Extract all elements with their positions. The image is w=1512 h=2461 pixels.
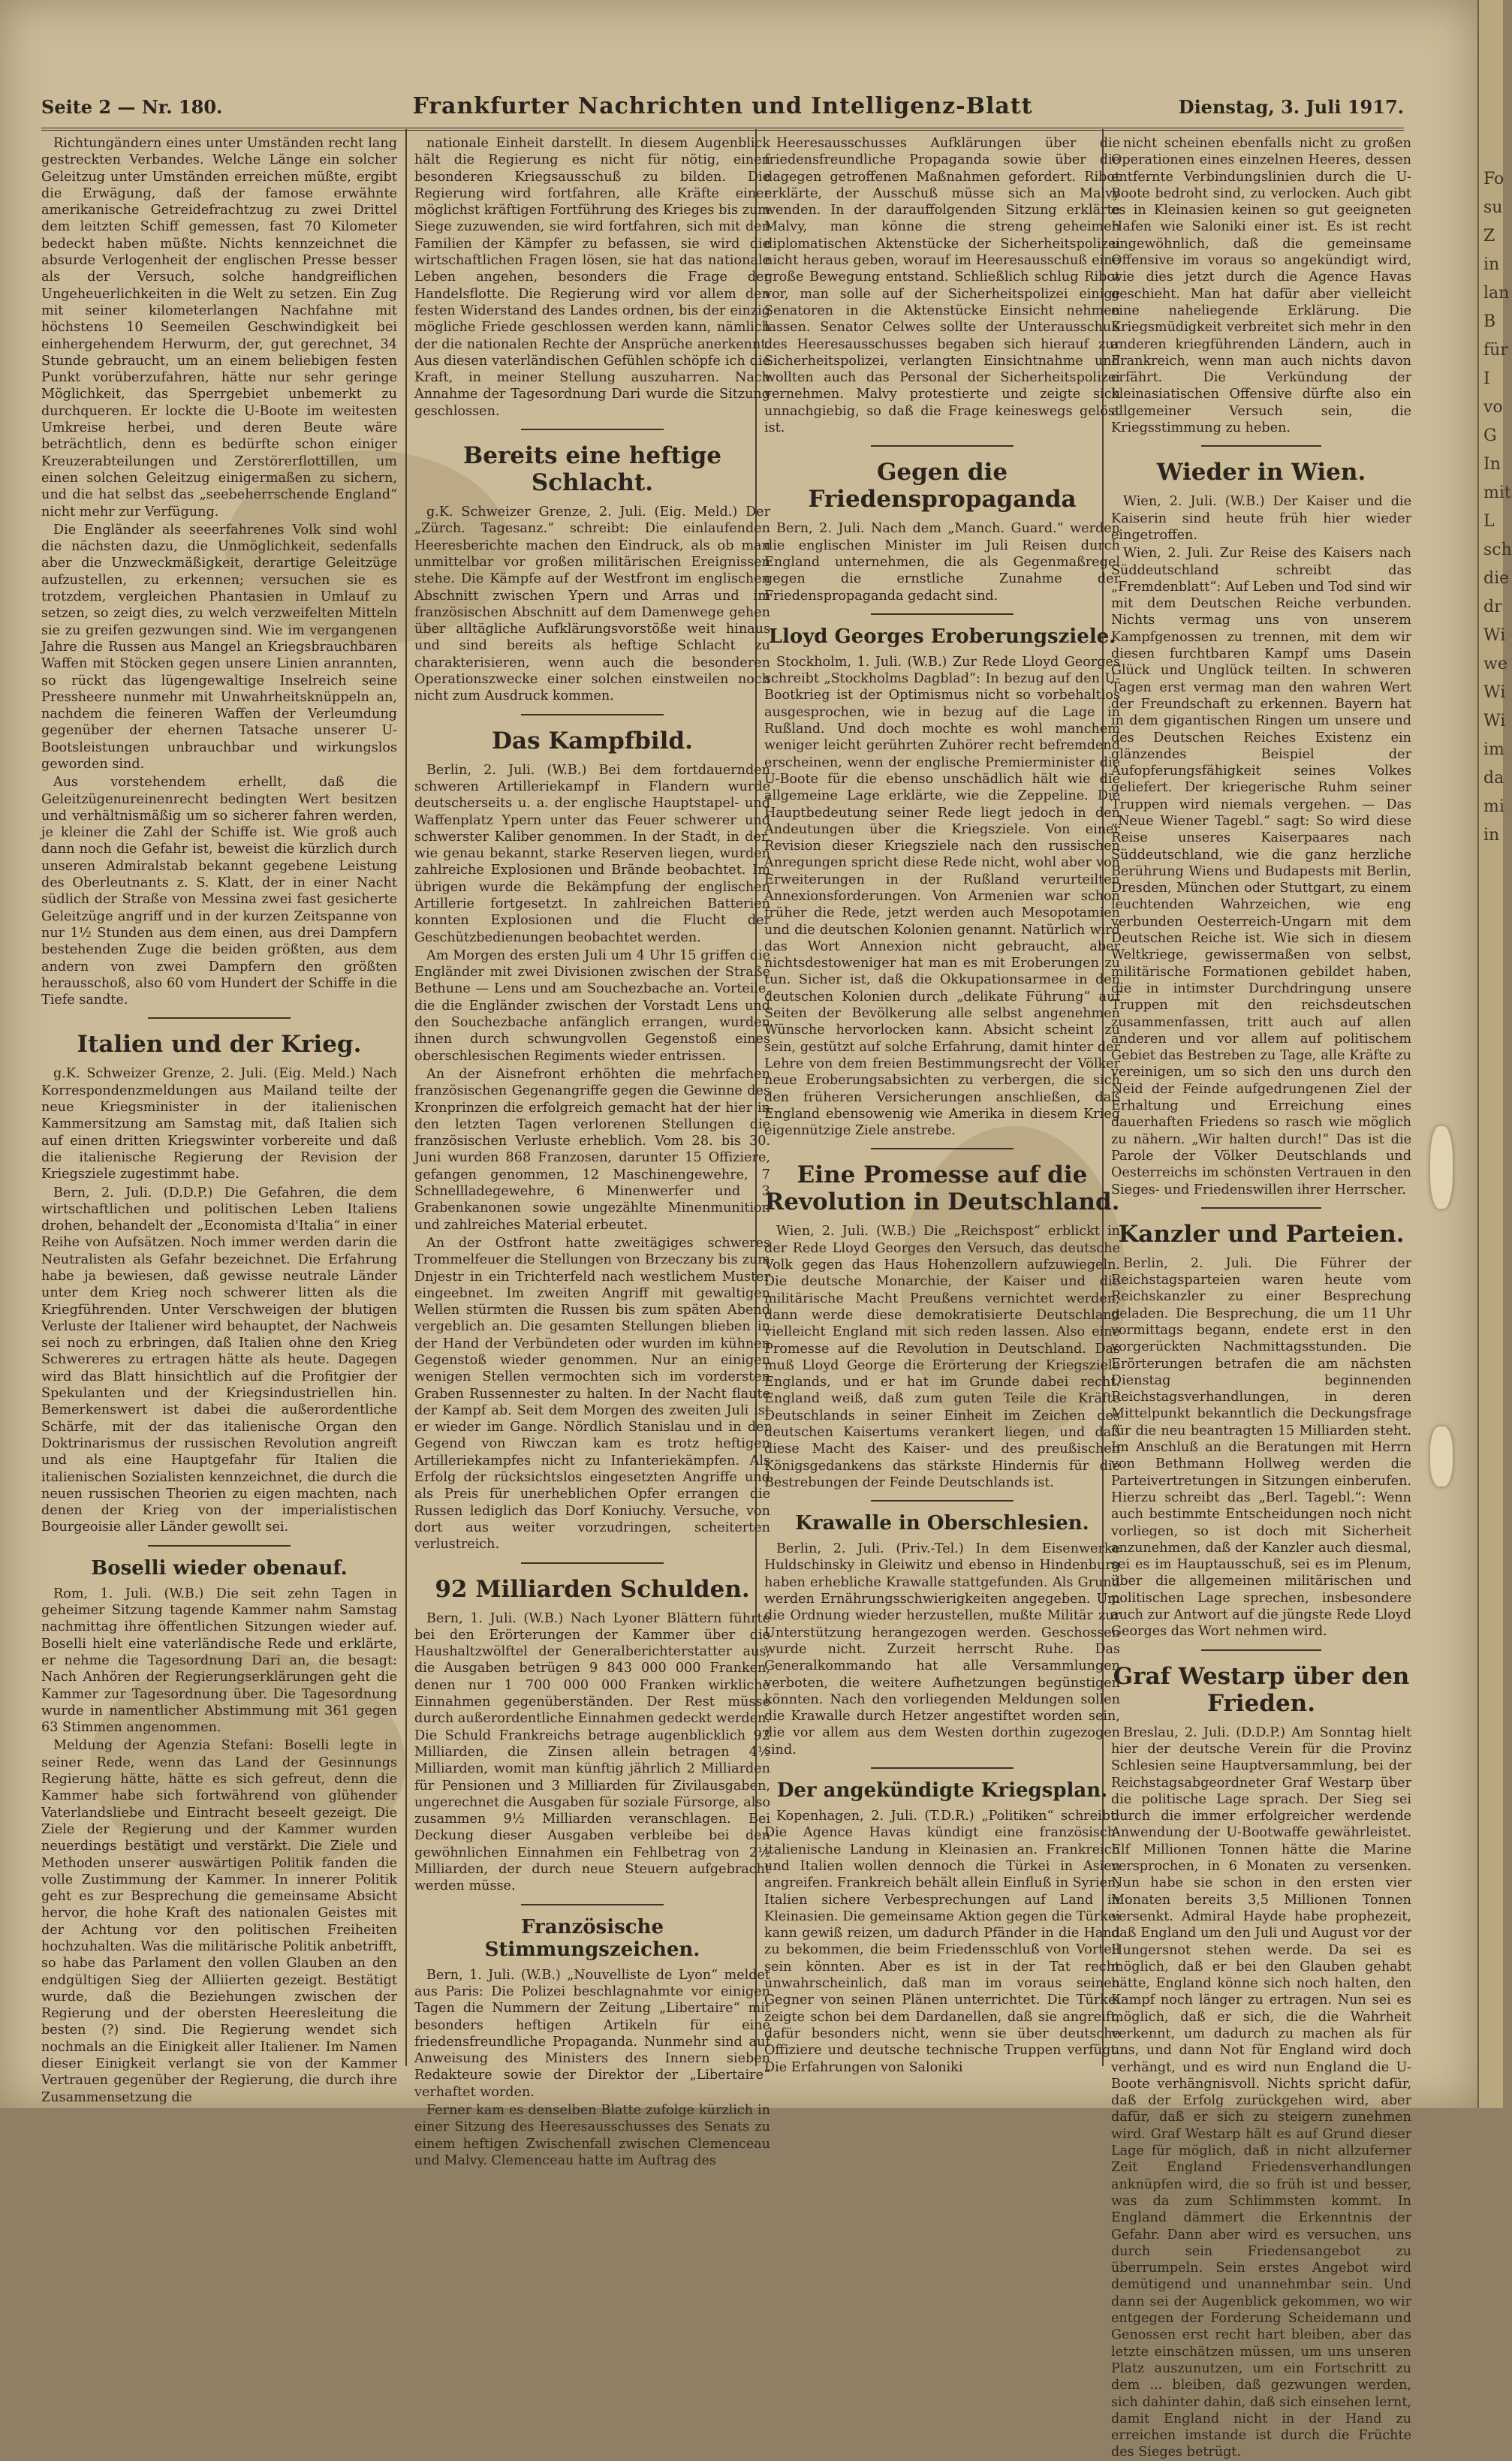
- article-paragraph: g.K. Schweizer Grenze, 2. Juli. (Eig. Meld.) Nach Korrespondenzmeldungen aus Mailand teilte der neue Kriegsminister in der italienischen Kammersitzung am Samstag mit, daß Italien sich auf einen dritten Kriegswinter vorbereite und daß die italienische Regierung der Revision der Kriegsziele zugestimmt habe.: [41, 1066, 397, 1182]
- article-paragraph: Wien, 2. Juli. (W.B.) Die „Reichspost“ erblickt in der Rede Lloyd Georges den Versuch, das deutsche Volk gegen das Haus Hohenzollern aufzuwiegeln. Die deutsche Monarchie, der Kaiser und die militärische Macht Preußens vernichtet werden; dann werde diese demokratisierte Deutschland vielleicht England mit sich reden lassen. Also eine Promesse auf die Revolution in Deutschland. Das muß Lloyd George die Erörterung der Kriegsziele Englands, und er hat im Grunde dabei recht. England weiß, daß zum guten Teile die Kräfte Deutschlands in seiner Einheit im Zeichen des deutschen Kaisertums verankert liegen, und daß diese Macht des Kaiser- und des preußischen Königsgedankens das stärkste Hindernis für die Bestrebungen der Feinde Deutschlands ist.: [764, 1224, 1120, 1490]
- article-paragraph: nationale Einheit darstellt. In diesem Augenblick hält die Regierung es nicht für nötig, einen besonderen Kriegsausschuß zu bilden. Die Regierung wird fortfahren, alle Kräfte einer möglichst kräftigen Fortführung des Krieges bis zum Siege zuzuwenden, sie wird fortfahren, sich mit den Familien der Kämpfer zu befassen, sie wird die wirtschaftlichen Fragen lösen, sie hat das nationale Leben angehen, besonders die Frage der Handelsflotte. Die Regierung wird vor allem den festen Widerstand des Landes ordnen, bis der einzig mögliche Friede geschlossen werden kann, nämlich der die nationalen Rechte der Ansprüche anerkennt. Aus diesen vaterländischen Gefühlen schöpfe ich die Kraft, in meiner Stellung auszuharren. Nach Annahme der Tagesordnung Dari wurde die Sitzung geschlossen.: [414, 136, 770, 419]
- article-column-1: [41, 135, 397, 2105]
- article-paragraph: Richtungändern eines unter Umständen recht lang gestreckten Verbandes. Welche Länge ein solcher Geleitzug unter Umständen erreichen müßte, ergibt die Erwägung, daß der famose erwähnte amerikanische Getreidefrachtzug zu zwei Drittel dem leitzten Schiff gemessen, fast 70 Kilometer bedeckt haben müßte. Nichts kennzeichnet die absurde Verlogenheit der englischen Presse besser als der Versuch, solche handgreiflichen Ungeheuerlichkeiten in die Welt zu setzen. Ein Zug mit seiner kilometerlangen Nachfahne mit höchstens 10 Seemeilen Geschwindigkeit bei einhergehendem Herwurm, der, gut gerechnet, 34 Stunde gebraucht, um an einem beliebigen festen Punkt vorüberzufahren, hätte nur sehr geringe Möglichkeit, das Sperrgebiet unbemerkt zu durchqueren. Er lockte die U-Boote im weitesten Umkreise herbei, und deren Beute wäre beträchtlich, denn es bedürfte schon einiger Kreuzerabteilungen und Zerstörerflottillen, um einen solchen Geleitzug einigermaßen zu sichern, und die hat selbst das „seebeherrschende England“ nicht mehr zur Verfügung.: [41, 136, 397, 520]
- article-column-4: [1111, 135, 1411, 2460]
- article-headline: 92 Milliarden Schulden.: [435, 1575, 750, 1603]
- article-paragraph: Am Morgen des ersten Juli um 4 Uhr 15 griffen die Engländer mit zwei Divisionen zwischen der Straße Bethune — Lens und am Souchezbache an. Vorteile, die die Engländer zwischen der Vorstadt Lens und den Souchezbache anfänglich errangen, wurden ihnen durch schwungvollen Gegenstoß eines oberschlesischen Regiments wieder entrissen.: [414, 947, 770, 1064]
- article-paragraph: Bern, 1. Juli. (W.B.) „Nouvelliste de Lyon“ meldet aus Paris: Die Polizei beschlagnahmte vor einigen Tagen die Nummern der Zeitung „Libertaire“ mit besonders heftigen Artikeln für eine friedensfreundliche Propaganda. Nunmehr sind auf Anweisung des Ministers des Innern sieben Redakteure sowie der Direktor der „Libertaire“ verhaftet worden.: [414, 1967, 770, 2100]
- article-headline: Kanzler und Parteien.: [1118, 1220, 1405, 1248]
- article-column-2: [414, 135, 770, 2168]
- article-paragraph: An der Aisnefront erhöhten die mehrfachen französischen Gegenangriffe gegen die Gewinne des Kronprinzen die erfolgreich gemacht hat der hier in den letzten Tagen verlorenen Stellungen die französischen Verluste erheblich. Vom 28. bis 30. Juni wurden 868 Franzosen, darunter 15 Offiziere, gefangen genommen, 12 Maschinengewehre, 7 Schnellladegewehre, 6 Minenwerfer und 3 Grabenkanonen sowie ungezählte Minenmunition und zahlreiches Material erbeutet.: [414, 1066, 770, 1233]
- article-paragraph: Breslau, 2. Juli. (D.D.P.) Am Sonntag hielt hier der deutsche Verein für die Provinz Schlesien seine Hauptversammlung, bei der Reichstagsabgeordneter Graf Westarp über die politische Lage sprach. Der Sieg sei durch die immer erfolgreicher werdende Anwendung der U-Bootwaffe gewährleistet. Elf Millionen Tonnen hätte die Marine versprochen, in 6 Monaten zu versenken. Nun habe sie schon in den ersten vier Monaten bereits 3,5 Millionen Tonnen versenkt. Admiral Hayde habe prophezeit, daß England um den Juli und August vor der Hungersnot stehen werde. Da sei es möglich, daß er bei den Glauben gehabt hätte, England könne sich noch halten, den Kampf noch länger zu ertragen. Nun sei es möglich, daß er sich, die die Wahrheit verkennt, um dadurch zu machen als für uns, und dann Not für England wird doch verhängt, und es wird nun England die U-Boote verhängnisvoll. Nichts spricht dafür, daß der Erfolg zurückgehen wird, aber dafür, daß er sich zu steigern zunehmen wird. Graf Westarp hält es auf Grund dieser Lage für möglich, daß in nicht allzuferner Zeit England Friedensverhandlungen anknüpfen wird, die so früh ist und besser, was da zum Schlimmsten kommt. In England dämmert die Erkenntnis der Gefahr. Dann aber wird es versuchen, uns durch sein Friedensangebot zu überrumpeln. Sein erstes Angebot wird demütigend und unannehmbar sein. Und dann sei der Augenblick gekommen, wo wir entgegen der Forderung Scheidemann und Genossen erst recht hart bleiben, aber das letzte einschätzen müssen, um uns unseren Platz auszunutzen, um ein Fortschritt zu dem ... bleiben, daß gezwungen werden, sich dahinter dahin, daß sich einsehen lernt, damit England nicht in der Hand zu erreichen imstande ist durch die Früchte des Sieges betrügt.: [1111, 1725, 1411, 2460]
- article-headline: Lloyd Georges Eroberungsziele.: [768, 625, 1116, 648]
- article-separator: [521, 429, 664, 430]
- article-separator: [871, 613, 1014, 615]
- article-paragraph: Wien, 2. Juli. (W.B.) Der Kaiser und die Kaiserin sind heute früh hier wieder eingetroffen.: [1111, 494, 1411, 543]
- article-paragraph: Berlin, 2. Juli. (W.B.) Bei dem fortdauernden schweren Artilleriekampf in Flandern wurde deutscherseits u. a. der englische Hauptstapel- und Waffenplatz Ypern unter das Feuer schwerer und schwerster Kaliber genommen. In der Stadt, in der, wie genau bekannt, starke Reserven liegen, wurden zahlreiche Explosionen und Brände beobachtet. Im übrigen wurde die Bekämpfung der englischen Artillerie fortgesetzt. In zahlreichen Batterien konnten Explosionen und die Flucht der Geschützbedienungen beobachtet werden.: [414, 762, 770, 945]
- article-paragraph: Bern, 2. Juli. (D.D.P.) Die Gefahren, die dem wirtschaftlichen und politischen Leben Italiens drohen, behandelt der „Economista d'Italia“ in einer Reihe von Aufsätzen. Noch immer werden darin die Neutralisten als Gefahr bezeichnet. Die Erfahrung habe ja bewiesen, daß gewisse neutrale Länder unter dem Krieg noch schwerer litten als die Kriegführenden. Unter Verschweigen der blutigen Verluste der Italiener wird behauptet, der Nachweis sei noch zu erbringen, daß Italien ohne den Krieg Schwereres zu ertragen hätte als heute. Dagegen wird das Blatt hinsichtlich auf die Profitgier der Spekulanten und der Kriegsindustriellen hin. Bemerkenswert ist dabei die außerordentliche Schärfe, mit der das italienische Organ den Doktrinarismus der russischen Revolution angreift und als eine Hauptgefahr für Italien die italienischen Sozialisten kennzeichnet, die durch die neuen russischen Theorien zu eigen machten, nach denen der Krieg von der imperialistischen Bourgeoisie aller Länder gewollt sei.: [41, 1185, 397, 1535]
- article-paragraph: Berlin, 2. Juli. (Priv.-Tel.) In dem Eisenwerke Huldschinsky in Gleiwitz und ebenso in Hindenburg haben erhebliche Krawalle stattgefunden. Als Grund werden Ernährungsschwierigkeiten angegeben. Um die Ordnung wieder herzustellen, mußte Militär zur Unterstützung herangezogen werden. Geschossen wurde nicht. Zurzeit herrscht Ruhe. Das Generalkommando hat alle Versammlungen verboten, die weitere Aufhetzungen begünstigen könnten. Nach den vorliegenden Meldungen sollen die Krawalle durch Hetzer angestiftet worden sein, die vor allem aus dem Westen dorthin zugezogen sind.: [764, 1541, 1120, 1758]
- article-separator: [871, 445, 1014, 447]
- article-headline: Das Kampfbild.: [492, 727, 693, 755]
- article-paragraph: g.K. Schweizer Grenze, 2. Juli. (Eig. Meld.) Der „Zürch. Tagesanz.“ schreibt: Die einlaufenden Heeresberichte machen den Eindruck, als ob man unmittelbar vor großen militärischen Ereignissen stehe. Die Kämpfe auf der Westfront im englischen Abschnitt zwischen Ypern und Arras und im französischen Abschnitt auf dem Damenwege gehen über alltägliche Aufklärungsvorstöße weit hinaus und sind bereits als heftige Schlacht zu charakterisieren, wenn auch die besonderen Operationszwecke einer solchen einstweilen noch nicht zum Ausdruck kommen.: [414, 505, 770, 704]
- article-headline: Gegen die Friedenspropaganda: [808, 459, 1077, 514]
- article-separator: [1201, 445, 1321, 447]
- column-rule: [405, 129, 407, 2066]
- paper-tear: [1430, 1126, 1453, 1209]
- article-paragraph: Rom, 1. Juli. (W.B.) Die seit zehn Tagen in geheimer Sitzung tagende Kammer nahm Samstag nachmittag ihre öffentlichen Sitzungen wieder auf. Boselli hielt eine vaterländische Rede und erklärte, er nehme die Tagesordnung Dari an, die besagt: Nach Anhören der Regierungserklärungen geht die Kammer zur Tagesordnung über. Die Tagesordnung wurde in namentlicher Abstimmung mit 361 gegen 63 Stimmen angenommen.: [41, 1586, 397, 1736]
- article-paragraph: Aus vorstehendem erhellt, daß die Geleitzügenureinenrecht bedingten Wert besitzen und verhältnismäßig um so sicherer fahren werden, je kleiner die Zahl der Schiffe ist. Wie groß auch dann noch die Gefahr ist, beweist die kürzlich durch unseren Admiralstab bekannt gegebene Leistung des Oberleutnants z. S. Klatt, der in einer Nacht südlich der Straße von Messina zwei fast gesicherte Geleitzüge angriff und in der kurzen Zeitspanne von nur 1½ Stunden aus dem einen, aus drei Dampfern bestehenden Zuge die beiden größten, aus dem andern von zwei Dampfern den größten herausschoß, also 60 vom Hundert der Schiffe in die Tiefe sandte.: [41, 775, 397, 1008]
- article-paragraph: Ferner kam es denselben Blatte zufolge kürzlich in einer Sitzung des Heeresausschusses des Senats zu einem heftigen Zwischenfall zwischen Clemenceau und Malvy. Clemenceau hatte im Auftrag des: [414, 2102, 770, 2168]
- article-paragraph: Kopenhagen, 2. Juli. (T.D.R.) „Politiken“ schreibt: Die Agence Havas kündigt eine französisch-italienische Landung in Kleinasien an. Frankreich und Italien wollen dennoch die Türkei in Asien angreifen. Frankreich behält allein Einfluß in Syrien, Italien sichere Verbesprechungen auf Land in Kleinasien. Die gemeinsame Aktion gegen die Türkei kann gewiß reizen, um dadurch Pfänder in die Hand zu bekommen, die beim Friedensschluß von Vorteil sein könnten. Aber es ist in der Tat recht unwahrscheinlich, daß man im voraus seinen Gegner von seinen Plänen unterrichtet. Die Türkei zeigte schon bei dem Dardanellen, daß sie angreift, dafür besonders nicht, wenn sie über deutsche Offiziere und deutsche technische Truppen verfügt. Die Erfahrungen von Saloniki: [764, 1809, 1120, 2075]
- article-headline: Der angekündigte Kriegsplan.: [776, 1779, 1108, 1803]
- article-paragraph: nicht scheinen ebenfalls nicht zu großen Operationen eines einzelnen Heeres, dessen entfernte Verbindungslinien durch die U-Boote bedroht sind, zu verlocken. Auch gibt es in Kleinasien keinen so gut geeigneten Hafen wie Saloniki einer ist. Es ist recht ungewöhnlich, daß die gemeinsame Offensive im voraus so angekündigt wird, wie dies jetzt durch die Agence Havas geschieht. Man hat dafür aber vielleicht eine naheliegende Erklärung. Die Kriegsmüdigkeit verbreitet sich mehr in den anderen kriegführenden Ländern, auch in Frankreich, wenn man auch nichts davon erfährt. Die Verkündung der kleinasiatischen Offensive dürfte also ein allgemeiner Versuch sein, die Kriegsstimmung zu heben.: [1111, 136, 1411, 436]
- article-paragraph: Wien, 2. Juli. Zur Reise des Kaisers nach Süddeutschland schreibt das „Fremdenblatt“: Auf Leben und Tod sind wir mit dem Deutschen Reiche verbunden. Nichts vermag uns von unserem Kampfgenossen zu trennen, mit dem wir diesen furchtbaren Kampf ums Dasein Glück und Unglück teilten. In schweren Tagen erst vermag man den wahren Wert der Freundschaft zu erkennen. Bayern hat in dem gigantischen Ringen um unsere und des Deutschen Reiches Existenz ein glänzendes Beispiel der Aufopferungsfähigkeit seines Volkes geliefert. Der kriegerische Ruhm seiner Truppen wird niemals vergehen. — Das „Neue Wiener Tagebl.“ sagt: So wird diese Reise unseres Kaiserpaares nach Süddeutschland, wie die ganz herzliche Berührung Wiens und Budapests mit Berlin, Dresden, München oder Stuttgart, zu einem leuchtenden Wahrzeichen, wie eng verbunden Oesterreich-Ungarn mit dem Deutschen Reiche ist. Wie sich in diesem Weltkriege, gewissermaßen von selbst, militärische Formationen gebildet haben, die in intimster Durchdringung unsere Truppen mit den reichsdeutschen zusammenfassen, tritt auch auf allen anderen und vor allem auf politischem Gebiet das Bestreben zu Tage, alle Kräfte zu vereinigen, um so sich den uns durch den Neid der Feinde aufgedrungenen Ziel der Erhaltung und Erreichung eines dauerhaften Friedens so rasch wie möglich zu nähern. „Wir halten durch!“ Das ist die Parole der Völker Deutschlands und Oesterreichs im schönsten Vertrauen in den Sieges- und Friedenswillen ihrer Herrscher.: [1111, 546, 1411, 1197]
- article-paragraph: Heeresausschusses Aufklärungen über die friedensfreundliche Propaganda sowie über die dagegen getroffenen Maßnahmen gefordert. Ribot erklärte, der Ausschuß müsse sich an Malvy wenden. In der darauffolgenden Sitzung erklärte Malvy, man könne die streng geheimen diplomatischen Aktenstücke der Sicherheitspolizei nicht heraus geben, worauf im Heeresausschuß eine große Bewegung entstand. Schließlich schlug Ribot vor, man solle auf der Sicherheitspolizei einige Senatoren in die Aktenstücke Einsicht nehmen lassen. Senator Celwes sollte der Unterausschuß des Heeresausschusses begaben sich hierauf zur Sicherheitspolizei, verlangten Einsichtnahme und wollten auch das Personal der Sicherheitspolizei vernehmen. Malvy protestierte und zeigte sich unnachgiebig, so daß die Frage keineswegs gelöst ist.: [764, 136, 1120, 436]
- article-separator: [871, 1500, 1014, 1502]
- article-separator: [521, 714, 664, 715]
- article-separator: [148, 1017, 291, 1019]
- paper-tear: [1430, 1426, 1453, 1487]
- article-separator: [521, 1904, 664, 1905]
- article-paragraph: Berlin, 2. Juli. Die Führer der Reichstagsparteien waren heute vom Reichskanzler zu einer Besprechung geladen. Die Besprechung, die um 11 Uhr vormittags begann, endete erst in den vorgerückten Nachmittagsstunden. Die Erörterungen betrafen die am nächsten Dienstag beginnenden Reichstagsverhandlungen, in deren Mittelpunkt bekanntlich die Deckungsfrage für die neu beantragten 15 Milliarden steht. Im Anschluß an die Beratungen mit Herrn von Bethmann Hollweg werden die Parteivertretungen in Sitzungen einberufen. Hierzu schreibt das „Berl. Tagebl.“: Wenn auch bestimmte Entscheidungen noch nicht vorliegen, so ist doch mit Sicherheit anzunehmen, daß der Kanzler auch diesmal, sei es im Hauptausschuß, sei es im Plenum, über die allgemeinen militärischen und politischen Lage sprechen, insbesondere auch zur Antwort auf die jüngste Rede Lloyd Georges das Wort nehmen wird.: [1111, 1255, 1411, 1640]
- article-separator: [521, 1562, 664, 1564]
- article-separator: [871, 1148, 1014, 1149]
- article-column-3: [764, 135, 1120, 2075]
- article-headline: Eine Promesse auf die Revolution in Deutschland.: [764, 1161, 1120, 1216]
- page-header: [41, 89, 1404, 131]
- adjacent-page-text: Fo su Z in lan B für I vo G In mit L sch die dr Wi we Wi Wi im da mi in: [1483, 170, 1512, 845]
- article-headline: Französische Stimmungszeichen.: [484, 1915, 700, 1961]
- article-paragraph: Bern, 1. Juli. (W.B.) Nach Lyoner Blättern führte bei den Erörterungen der Kammer über die Haushaltzwölftel der Generalberichterstatter aus, die Ausgaben betrügen 9 843 000 000 Franken, denen nur 1 700 000 000 Franken wirkliche Einnahmen gegenüberständen. Der Rest müsse durch außerordentliche Einnahmen gedeckt werden. Die Schuld Frankreichs betrage augenblicklich 92 Milliarden, die Zinsen allein betragen 4½ Milliarden, womit man künftig jährlich 2 Milliarden für Pensionen und 3 Milliarden für Zivilausgaben, ungerechnet die Ausgaben für soziale Fürsorge, also zusammen 9½ Milliarden veranschlagen. Bei Deckung dieser Ausgaben verbleibe bei den gewöhnlichen Einnahmen ein Fehlbetrag von 2½ Milliarden, der durch neue Steuern aufgebracht werden müsse.: [414, 1610, 770, 1894]
- article-headline: Bereits eine heftige Schlacht.: [463, 442, 721, 497]
- article-paragraph: Die Engländer als seeerfahrenes Volk sind wohl die nächsten dazu, die Unmöglichkeit, sedenfalls aber die Unzweckmäßigkeit, derartige Geleitzüge aufzustellen, zu erkennen; versuchen sie es trotzdem, vergleichen Phantasien in Umlauf zu setzen, so zeigt dies, zu welch verzweifelten Mitteln sie zu greifen gezwungen sind. Wie im vergangenen Jahre die Russen aus Mangel an Kriegsbrauchbaren Waffen mit Stöcken gegen unsere Linien anrannten, so rückt das lügengewaltige Inselreich seine Pressheere nunmehr mit Unwahrheitsknüppeln an, nachdem die feineren Waffen der Verleumdung gegenüber der ehernen Tatsache unserer U-Bootsleistungen unbrauchbar und wirkungslos geworden sind.: [41, 522, 397, 772]
- adjacent-page-edge: [1477, 0, 1512, 2108]
- article-headline: Italien und der Krieg.: [77, 1031, 362, 1059]
- newspaper-title: Frankfurter Nachrichten und Intelligenz-Blatt: [412, 93, 1033, 119]
- article-separator: [871, 1767, 1014, 1769]
- article-separator: [148, 1545, 291, 1547]
- article-headline: Wieder in Wien.: [1156, 459, 1366, 486]
- article-headline: Boselli wieder obenauf.: [91, 1556, 348, 1580]
- article-separator: [1201, 1207, 1321, 1209]
- page-number: Seite 2 — Nr. 180.: [41, 96, 223, 118]
- article-separator: [1201, 1649, 1321, 1651]
- issue-date: Dienstag, 3. Juli 1917.: [1178, 96, 1404, 118]
- article-headline: Graf Westarp über den Frieden.: [1113, 1662, 1410, 1717]
- article-paragraph: Bern, 2. Juli. Nach dem „Manch. Guard.“ werden die englischen Minister im Juli Reisen durch England unternehmen, die als Gegenmaßregel gegen die ernstliche Zunahme der Friedenspropaganda gedacht sind.: [764, 521, 1120, 604]
- article-paragraph: Meldung der Agenzia Stefani: Boselli legte in seiner Rede, wenn das Land der Gesinnungs Regierung hätte, hätte es sich gefreut, denn die Kammer habe sich fortwährend von glühender Vaterlandsliebe und Eintracht beseelt gezeigt. Die Ziele der Regierung und der Kammer wurden neuerdings bestätigt und verstärkt. Die Ziele und Methoden unserer auswärtigen Politik fanden die volle Zustimmung der Kammer. In innerer Politik geht es zur Besprechung die gemeinsame Absicht hervor, die hohe Kraft des nationalen Geistes mit der Achtung vor den politischen Freiheiten hochzuhalten. Was die militärische Politik anbetrifft, so habe das Parlament den vollen Glauben an den endgültigen Sieg der Alliierten gezeigt. Bestätigt wurde, daß die Beziehungen zwischen der Regierung und der obersten Heeresleitung die besten (?) sind. Die Regierung wendet sich nochmals an die Einigkeit aller Italiener. Im Namen dieser Einigkeit verlangt sie von der Kammer Vertrauen gegenüber der Regierung, die durch ihre Zusammensetzung die: [41, 1738, 397, 2105]
- article-paragraph: An der Ostfront hatte zweitägiges schweres Trommelfeuer die Stellungen von Brzeczany bis zum Dnjestr in ein Trichterfeld nach westlichem Muster eingeebnet. Im zweiten Angriff mit gewaltigen Wellen stürmten die Russen bis zum späten Abend vergeblich an. Die gesamten Stellungen blieben in der Hand der Verbündeten oder wurden im kühnen Gegenstoß wieder genommen. Nur an einigen wenigen Stellen vermochten sich im vordersten Graben Russennester zu halten. In der Nacht flaute der Kampf ab. Seit dem Morgen des zweiten Juli ist er wieder im Gange. Nördlich Stanislau und in der Gegend von Riwczan kam es trotz heftigen Artilleriekampfes nicht zu Infanteriekämpfen. Als Erfolg der rücksichtslos eingesetzten Angriffe und als Preis für unerheblichen Opfer errangen die Russen lediglich das Dorf Koniuchy. Versuche, von dort aus weiter vorzudringen, scheiterten verlustreich.: [414, 1235, 770, 1553]
- article-paragraph: Stockholm, 1. Juli. (W.B.) Zur Rede Lloyd Georges schreibt „Stockholms Dagblad“: In bezug auf den U-Bootkrieg ist der Optimismus nicht so vorbehaltlos ausgesprochen, wie in bezug auf die Lage in Rußland. Und doch mochte es wohl manchem weniger leicht gerührten Zuhörer recht befremdend erscheinen, wenn der englische Premierminister die U-Boote für die ebenso unschädlich hält wie die allgemeine Lage erklärte, wie die Zeppeline. Die Hauptbedeutung seiner Rede liegt jedoch in den Andeutungen über die Kriegsziele. Von einer Revision dieser Kriegsziele nach den russischen Anregungen spricht diese Rede nicht, wohl aber von Erweiterungen in der Rußland verurteilten Annexionsforderungen. Von Armenien war schon früher die Rede, jetzt werden auch Mesopotamien und die deutschen Kolonien genannt. Natürlich wird das Wort Annexion nicht gebraucht, aber nichtsdestoweniger hat man es mit Eroberungen zu tun. Sicher ist, daß die Okkupationsarmee in den deutschen Kolonien durch „delikate Führung“ auf Seiten der Bevölkerung alle selbst angenehmen Wünsche hervorlocken kann. Absicht scheint zu sein, gestützt auf solche Erfahrung, damit hinter der Lehre von dem freien Bestimmungsrecht der Völker neue Eroberungsabsichten zu verbergen, die sich den früheren Versicherungen anschließen, daß England ebensowenig wie Amerika in diesem Krieg eigennützige Ziele anstrebe.: [764, 654, 1120, 1139]
- article-headline: Krawalle in Oberschlesien.: [795, 1512, 1089, 1535]
